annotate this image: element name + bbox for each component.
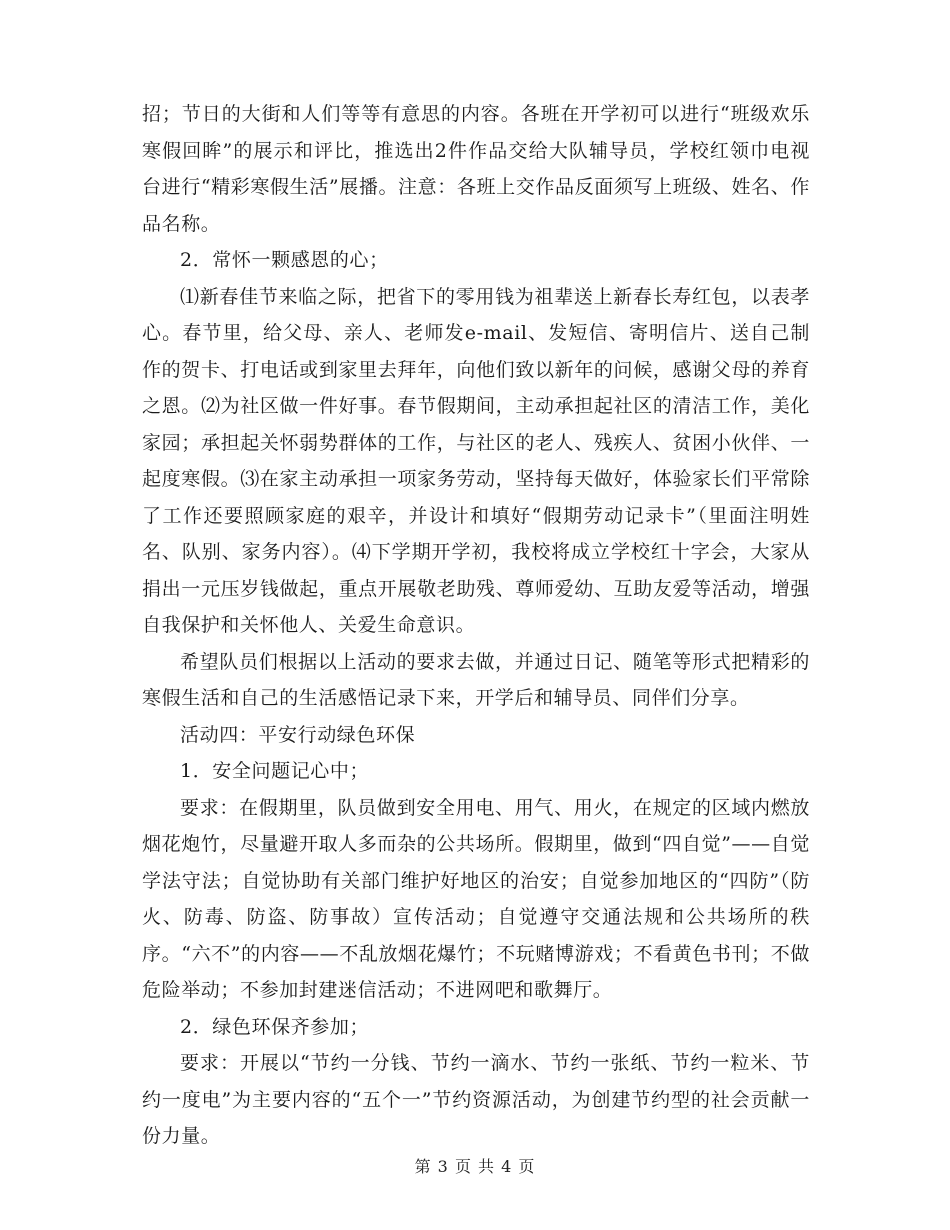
heading-activity-four: 活动四：平安行动绿色环保	[180, 723, 416, 746]
document-body	[142, 96, 810, 1155]
paragraph-share-hope: 希望队员们根据以上活动的要求去做，并通过日记、随笔等形式把精彩的寒假生活和自己的生活感悟记录下来，开学后和辅导员、同伴们分享。	[142, 650, 810, 709]
paragraph-green-requirements: 要求：开展以“节约一分钱、节约一滴水、节约一张纸、节约一粒米、节约一度电”为主要内容的“五个一”节约资源活动，为创建节约型的社会贡献一份力量。	[142, 1052, 810, 1147]
heading-gratitude: 2．常怀一颗感恩的心；	[180, 249, 389, 271]
heading-green-environment: 2．绿色环保齐参加；	[180, 1015, 370, 1038]
paragraph-continuation: 招；节日的大街和人们等等有意思的内容。各班在开学初可以进行“班级欢乐寒假回眸”的展示和评比，推选出2件作品交给大队辅导员，学校红领巾电视台进行“精彩寒假生活”展播。注意：各班上交作品反面须写上班级、姓名、作品名称。	[142, 103, 810, 235]
paragraph-safety-requirements: 要求：在假期里，队员做到安全用电、用气、用火，在规定的区域内燃放烟花炮竹，尽量避开取人多而杂的公共场所。假期里，做到“四自觉”——自觉学法守法；自觉协助有关部门维护好地区的治安；自觉参加地区的“四防”（防火、防毒、防盗、防事故）宣传活动；自觉遵守交通法规和公共场所的秩序。“六不”的内容——不乱放烟花爆竹；不玩赌博游戏；不看黄色书刊；不做危险举动；不参加封建迷信活动；不进网吧和歌舞厅。	[142, 796, 810, 1001]
heading-safety: 1．安全问题记心中；	[180, 760, 370, 782]
paragraph-gratitude-items: ⑴新春佳节来临之际，把省下的零用钱为祖辈送上新春长寿红包，以表孝心。春节里，给父母、亲人、老师发e-mail、发短信、寄明信片、送自己制作的贺卡、打电话或到家里去拜年，向他们致以新年的问候，感谢父母的养育之恩。⑵为社区做一件好事。春节假期间，主动承担起社区的清洁工作，美化家园；承担起关怀弱势群体的工作，与社区的老人、残疾人、贫困小伙伴、一起度寒假。⑶在家主动承担一项家务劳动，坚持每天做好，体验家长们平常除了工作还要照顾家庭的艰辛，并设计和填好“假期劳动记录卡”（里面注明姓名、队别、家务内容）。⑷下学期开学初，我校将成立学校红十字会，大家从捐出一元压岁钱做起，重点开展敬老助残、尊师爱幼、互助友爱等活动，增强自我保护和关怀他人、关爱生命意识。	[142, 285, 810, 636]
page-number-footer: 第 3 页 共 4 页	[414, 1157, 536, 1176]
